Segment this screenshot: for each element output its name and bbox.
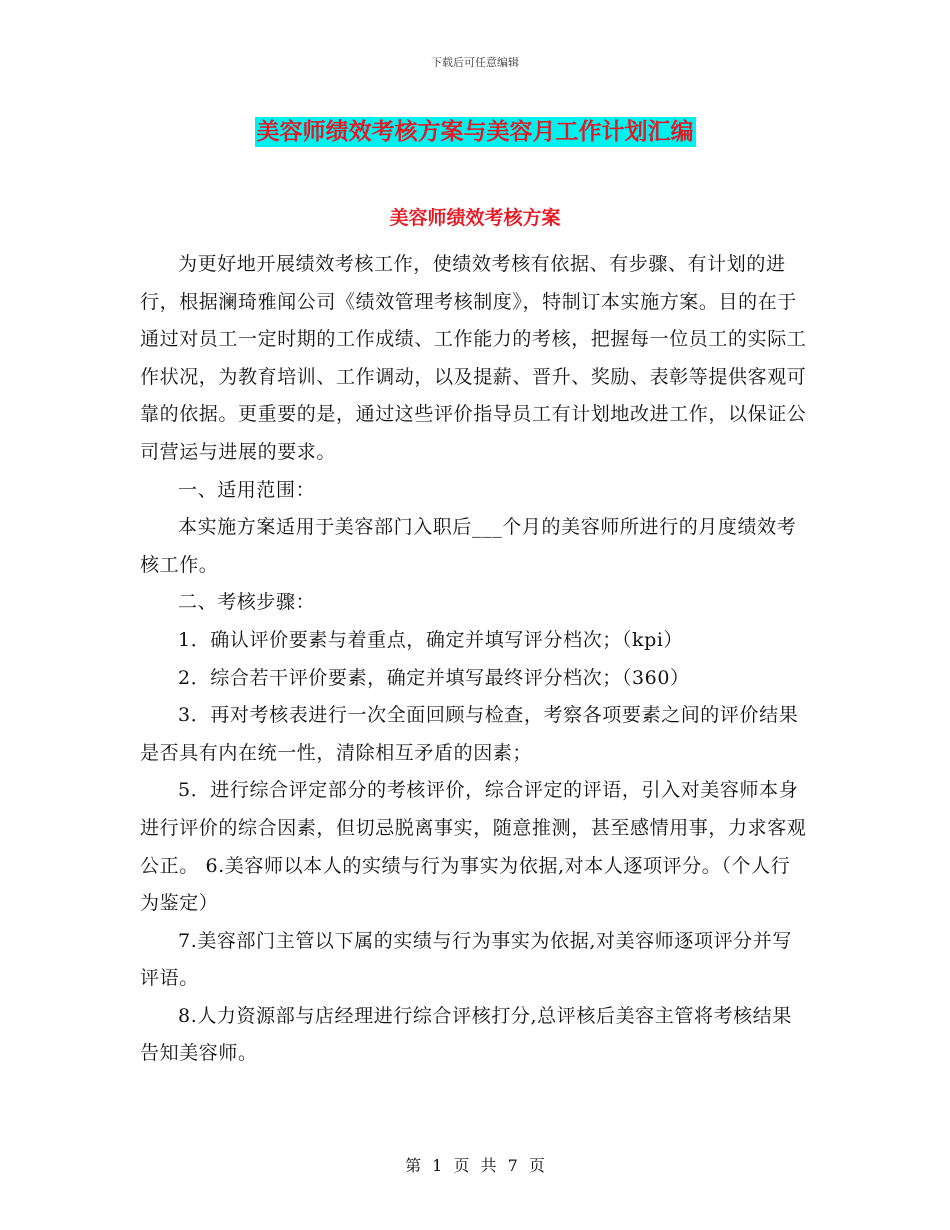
document-body: [140, 246, 808, 1073]
document-title: [0, 113, 950, 146]
section-title: 美容师绩效考核方案: [389, 207, 561, 229]
paragraph-scope: 本实施方案适用于美容部门入职后___个月的美容师所进行的月度绩效考核工作。: [140, 516, 797, 576]
step-7: 7.美容部门主管以下属的实绩与行为事实为依据,对美容师逐项评分并写评语。: [140, 929, 792, 990]
page-footer: 第 1 页 共 7 页: [405, 1156, 545, 1175]
header-note: 下载后可任意编辑: [431, 56, 519, 69]
heading-steps: 二、考核步骤：: [178, 591, 316, 614]
step-5-6: 5．进行综合评定部分的考核评价，综合评定的评语，引入对美容师本身进行评价的综合因素，但切忌脱离事实，随意推测，甚至感情用事，力求客观公正。 6.美容师以本人的实绩与行为事实为依据,对本人逐项评分。（个人行为鉴定）: [140, 779, 807, 915]
step-3: 3．再对考核表进行一次全面回顾与检查，考察各项要素之间的评价结果是否具有内在统一性，清除相互矛盾的因素；: [140, 704, 799, 764]
step-2: 2．综合若干评价要素，确定并填写最终评分档次；（360）: [178, 666, 690, 689]
paragraph-intro: 为更好地开展绩效考核工作，使绩效考核有依据、有步骤、有计划的进行，根据澜琦雅闻公司《绩效管理考核制度》，特制订本实施方案。目的在于通过对员工一定时期的工作成绩、工作能力的考核，把握每一位员工的实际工作状况，为教育培训、工作调动，以及提薪、晋升、奖励、表彰等提供客观可靠的依据。更重要的是，通过这些评价指导员工有计划地改进工作，以保证公司营运与进展的要求。: [140, 253, 807, 463]
step-8: 8.人力资源部与店经理进行综合评核打分,总评核后美容主管将考核结果告知美容师。: [140, 1004, 792, 1065]
heading-scope: 一、适用范围：: [178, 478, 316, 501]
document-title-text: 美容师绩效考核方案与美容月工作计划汇编: [256, 119, 694, 145]
step-1: 1．确认评价要素与着重点，确定并填写评分档次；（kpi）: [178, 628, 684, 651]
